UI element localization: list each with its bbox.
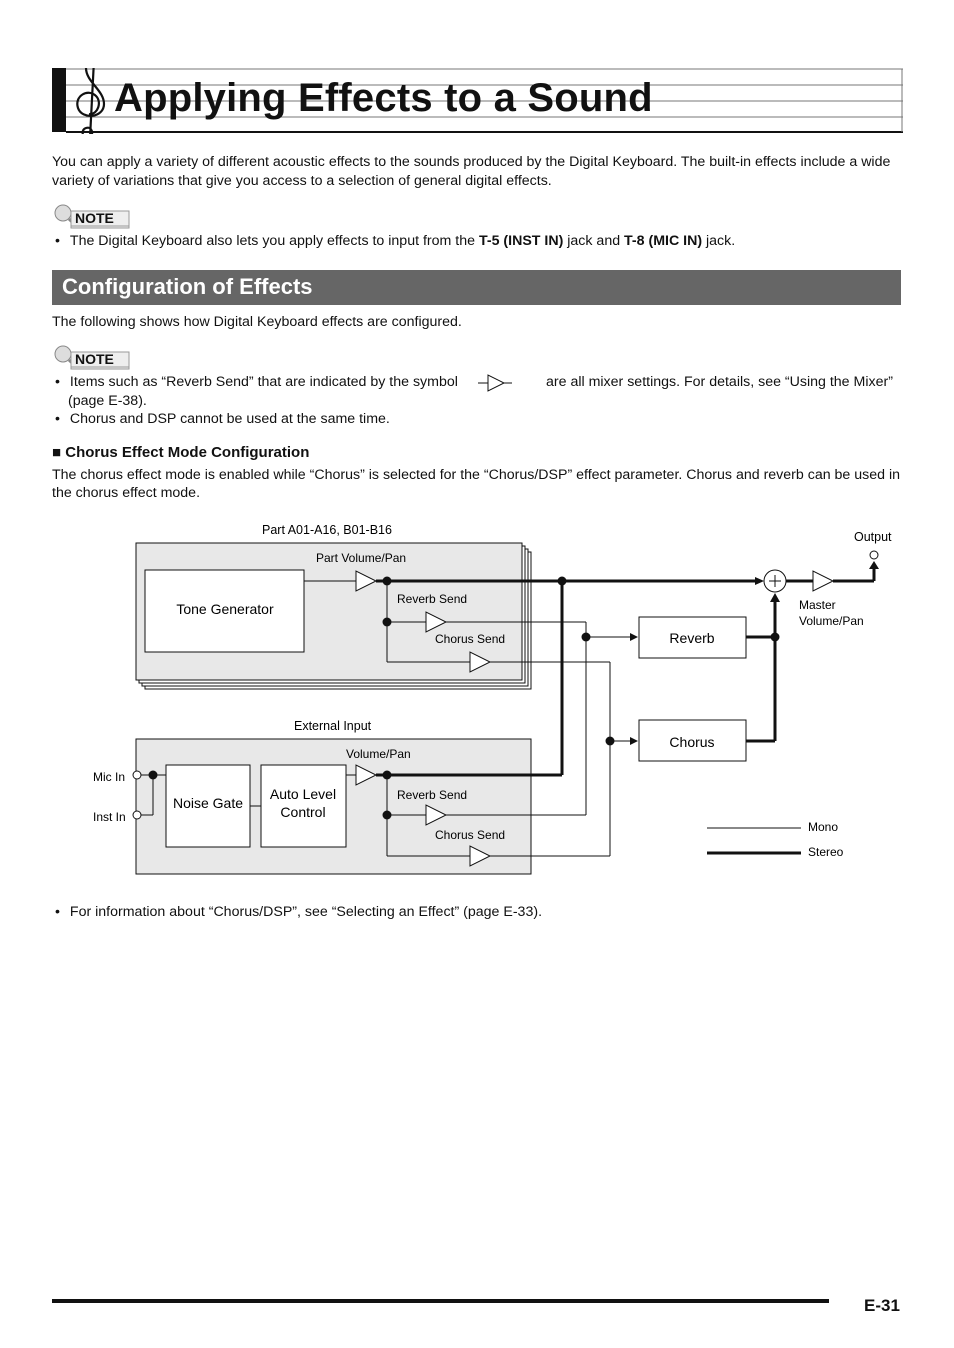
subsection-heading xyxy=(52,444,309,461)
footnote-text: For information about “Chorus/DSP”, see “Selecting an Effect” (page E-33). xyxy=(69,904,543,920)
mic-in-jack xyxy=(133,771,141,779)
page-title: Applying Effects to a Sound xyxy=(114,76,653,120)
note1-jack2: T-8 (MIC IN) xyxy=(624,233,703,249)
chorus-label: Chorus xyxy=(669,734,715,750)
bullet-dot: • xyxy=(55,374,60,390)
auto-level-label-2: Control xyxy=(280,804,326,820)
note2-item1-post: are all mixer settings. For details, see “Using the Mixer” xyxy=(546,374,893,390)
volume-pan-label: Volume/Pan xyxy=(346,747,411,761)
master-label-2: Volume/Pan xyxy=(799,614,864,628)
part-label: Part A01-A16, B01-B16 xyxy=(262,523,392,537)
mixer-symbol-icon xyxy=(478,374,512,392)
note-label-2: NOTE xyxy=(75,351,114,367)
master-volume-amp xyxy=(813,571,833,591)
footer-rule xyxy=(52,1299,829,1303)
bullet-dot: • xyxy=(55,411,60,427)
auto-level-label-1: Auto Level xyxy=(269,786,337,802)
subsection-title: Chorus Effect Mode Configuration xyxy=(65,444,310,461)
note1-item xyxy=(55,232,905,250)
output-jack xyxy=(870,551,878,559)
note2-item2 xyxy=(55,410,390,428)
note-label-1: NOTE xyxy=(75,210,114,226)
note2-item2-text: Chorus and DSP cannot be used at the same time. xyxy=(69,411,390,427)
part-chorus-send-label: Chorus Send xyxy=(435,632,506,646)
note1-pre: The Digital Keyboard also lets you apply effects to input from the xyxy=(69,233,479,249)
intro-paragraph: You can apply a variety of different acoustic effects to the sounds produced by the Digital Keyboard. The built-in effects include a wide variety of variations that give you access to a selection of general digital effects. xyxy=(52,154,891,189)
section-title: Configuration of Effects xyxy=(62,274,313,299)
legend-mono-label: Mono xyxy=(808,820,839,834)
master-label-1: Master xyxy=(799,598,836,612)
tone-generator-label: Tone Generator xyxy=(176,601,274,617)
ext-chorus-send-label: Chorus Send xyxy=(435,828,506,842)
ext-reverb-send-label: Reverb Send xyxy=(397,788,468,802)
external-input-label: External Input xyxy=(294,719,372,733)
note2-item1-pre: Items such as “Reverb Send” that are indicated by the symbol xyxy=(69,374,458,390)
section-description: The following shows how Digital Keyboard effects are configured. xyxy=(52,314,462,330)
note1-mid: jack and xyxy=(563,233,625,249)
part-volume-label: Part Volume/Pan xyxy=(316,551,407,565)
noise-gate-label: Noise Gate xyxy=(172,795,244,811)
note2-item1-line2: (page E-38). xyxy=(68,393,147,409)
inst-in-jack xyxy=(133,811,141,819)
page-number: E-31 xyxy=(864,1296,900,1315)
inst-in-label: Inst In xyxy=(93,810,126,824)
note1-post: jack. xyxy=(702,233,736,249)
legend-stereo-label: Stereo xyxy=(808,845,844,859)
footnote-item xyxy=(55,903,542,921)
part-reverb-send-label: Reverb Send xyxy=(397,592,468,606)
effects-signal-flow-diagram xyxy=(0,515,954,885)
output-label: Output xyxy=(854,530,892,544)
reverb-label: Reverb xyxy=(669,630,715,646)
square-bullet-icon: ■ xyxy=(52,444,62,461)
note1-jack1: T-5 (INST IN) xyxy=(478,233,564,249)
bullet-dot: • xyxy=(55,904,60,920)
note2-item1 xyxy=(55,373,458,391)
bullet-dot: • xyxy=(55,233,60,249)
subsection-description: The chorus effect mode is enabled while “Chorus” is selected for the “Chorus/DSP” effect parameter. Chorus and reverb can be used in the chorus effect mode. xyxy=(52,467,901,501)
mic-in-label: Mic In xyxy=(93,770,126,784)
